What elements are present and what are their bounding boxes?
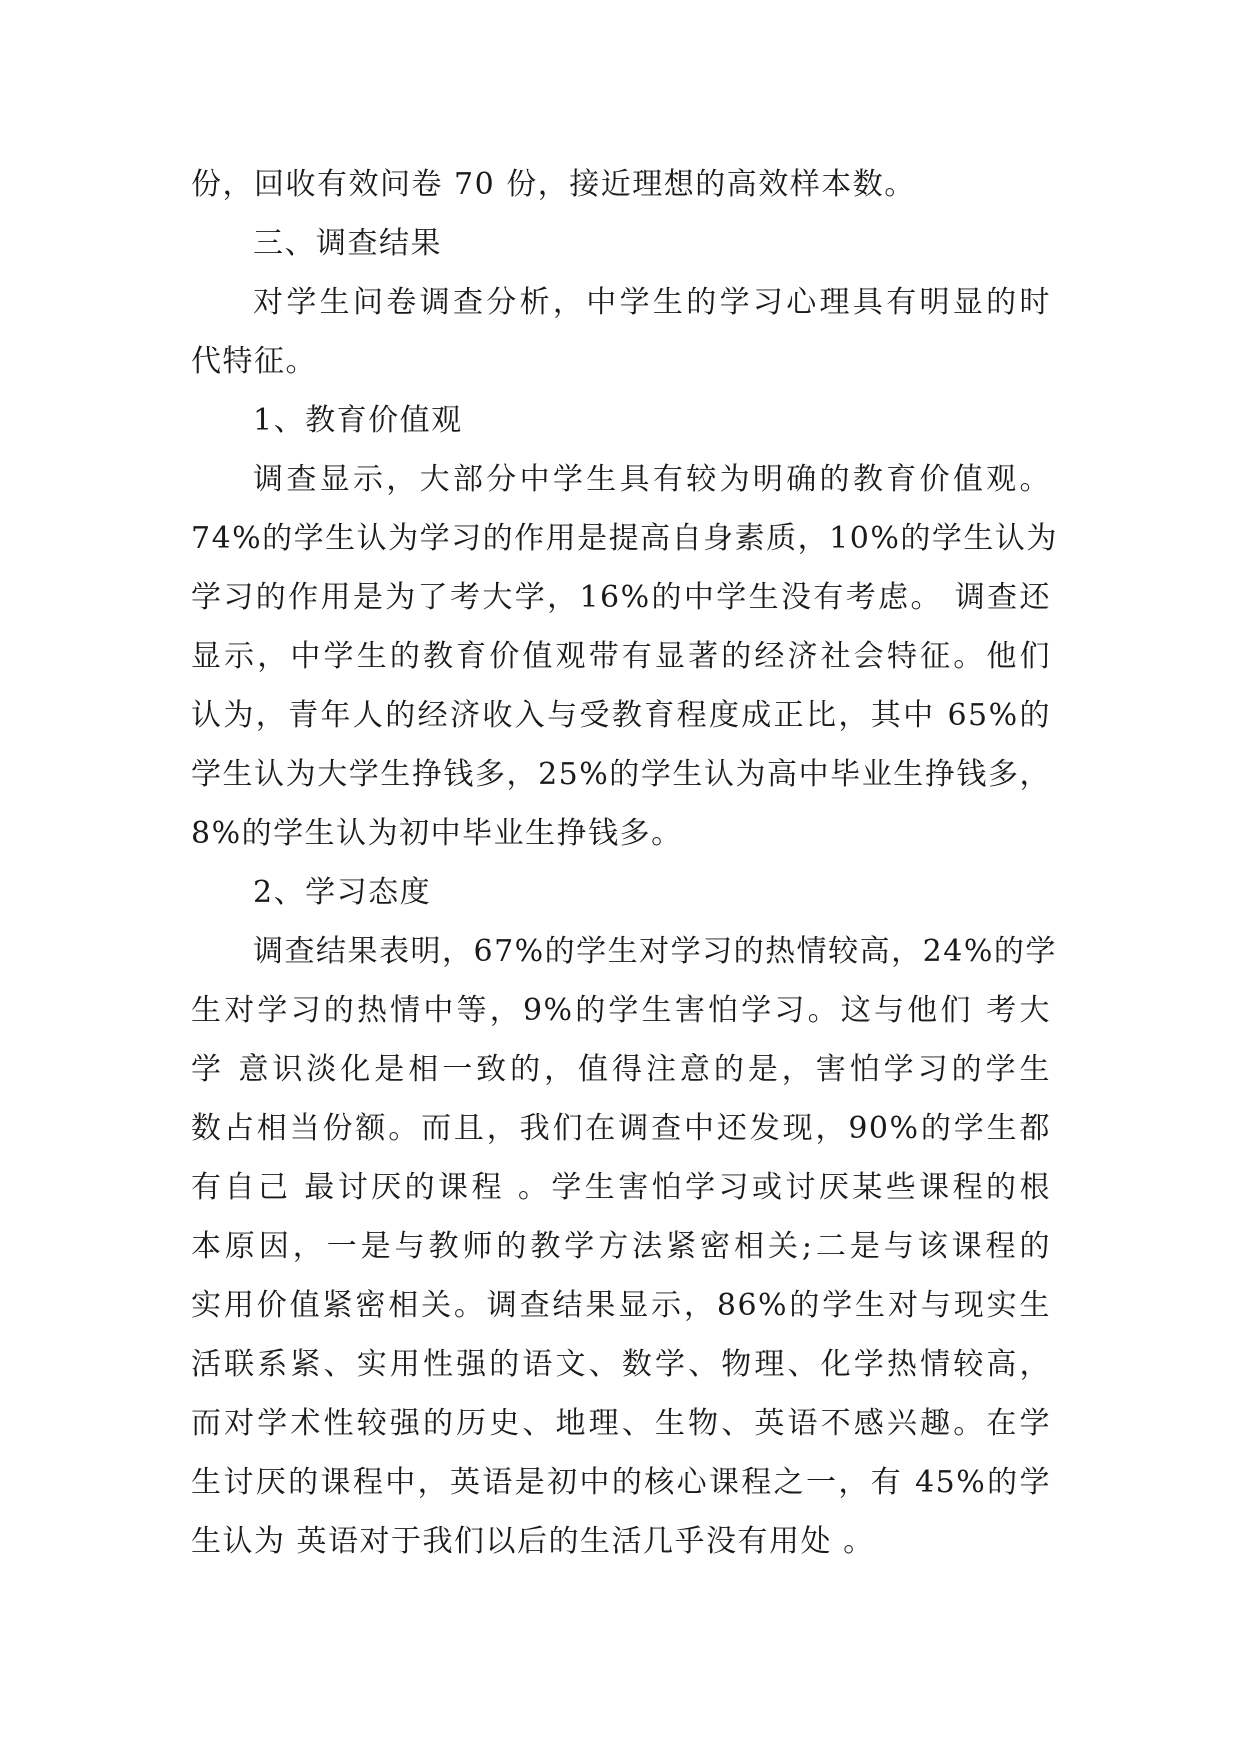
text-line: 74%的学生认为学习的作用是提高自身素质，10%的学生认为 [191, 521, 1058, 556]
text-line: 显示，中学生的教育价值观带有显著的经济社会特征。他们 [191, 639, 1051, 674]
text-line: 而对学术性较强的历史、地理、生物、英语不感兴趣。在学 [191, 1406, 1051, 1441]
text-line: 学生认为大学生挣钱多，25%的学生认为高中毕业生挣钱多， [191, 757, 1051, 792]
text-line: 代特征。 [191, 344, 317, 379]
section-heading: 三、调查结果 [253, 226, 442, 261]
text-line: 有自己 最讨厌的课程 。学生害怕学习或讨厌某些课程的根 [191, 1170, 1051, 1205]
document-body [191, 155, 1058, 1571]
text-line: 调查结果表明，67%的学生对学习的热情较高，24%的学 [253, 934, 1057, 969]
text-line: 调查显示，大部分中学生具有较为明确的教育价值观。 [253, 462, 1051, 497]
subsection-heading: 2、学习态度 [253, 875, 432, 910]
text-line: 学习的作用是为了考大学，16%的中学生没有考虑。 调查还 [191, 580, 1051, 615]
text-line: 对学生问卷调查分析，中学生的学习心理具有明显的时 [253, 285, 1051, 320]
text-line: 生讨厌的课程中，英语是初中的核心课程之一，有 45%的学 [191, 1465, 1051, 1500]
text-line: 本原因，一是与教师的教学方法紧密相关;二是与该课程的 [191, 1229, 1051, 1264]
text-line: 活联系紧、实用性强的语文、数学、物理、化学热情较高， [191, 1347, 1051, 1382]
text-line: 份，回收有效问卷 70 份，接近理想的高效样本数。 [191, 167, 916, 202]
text-line: 认为，青年人的经济收入与受教育程度成正比，其中 65%的 [191, 698, 1051, 733]
text-line: 生对学习的热情中等，9%的学生害怕学习。这与他们 考大 [191, 993, 1051, 1028]
subsection-heading: 1、教育价值观 [253, 403, 463, 438]
text-line: 8%的学生认为初中毕业生挣钱多。 [191, 816, 683, 851]
text-line: 实用价值紧密相关。调查结果显示，86%的学生对与现实生 [191, 1288, 1051, 1323]
text-line: 学 意识淡化是相一致的，值得注意的是，害怕学习的学生 [191, 1052, 1051, 1087]
text-line: 数占相当份额。而且，我们在调查中还发现，90%的学生都 [191, 1111, 1051, 1146]
text-line: 生认为 英语对于我们以后的生活几乎没有用处 。 [191, 1524, 875, 1559]
